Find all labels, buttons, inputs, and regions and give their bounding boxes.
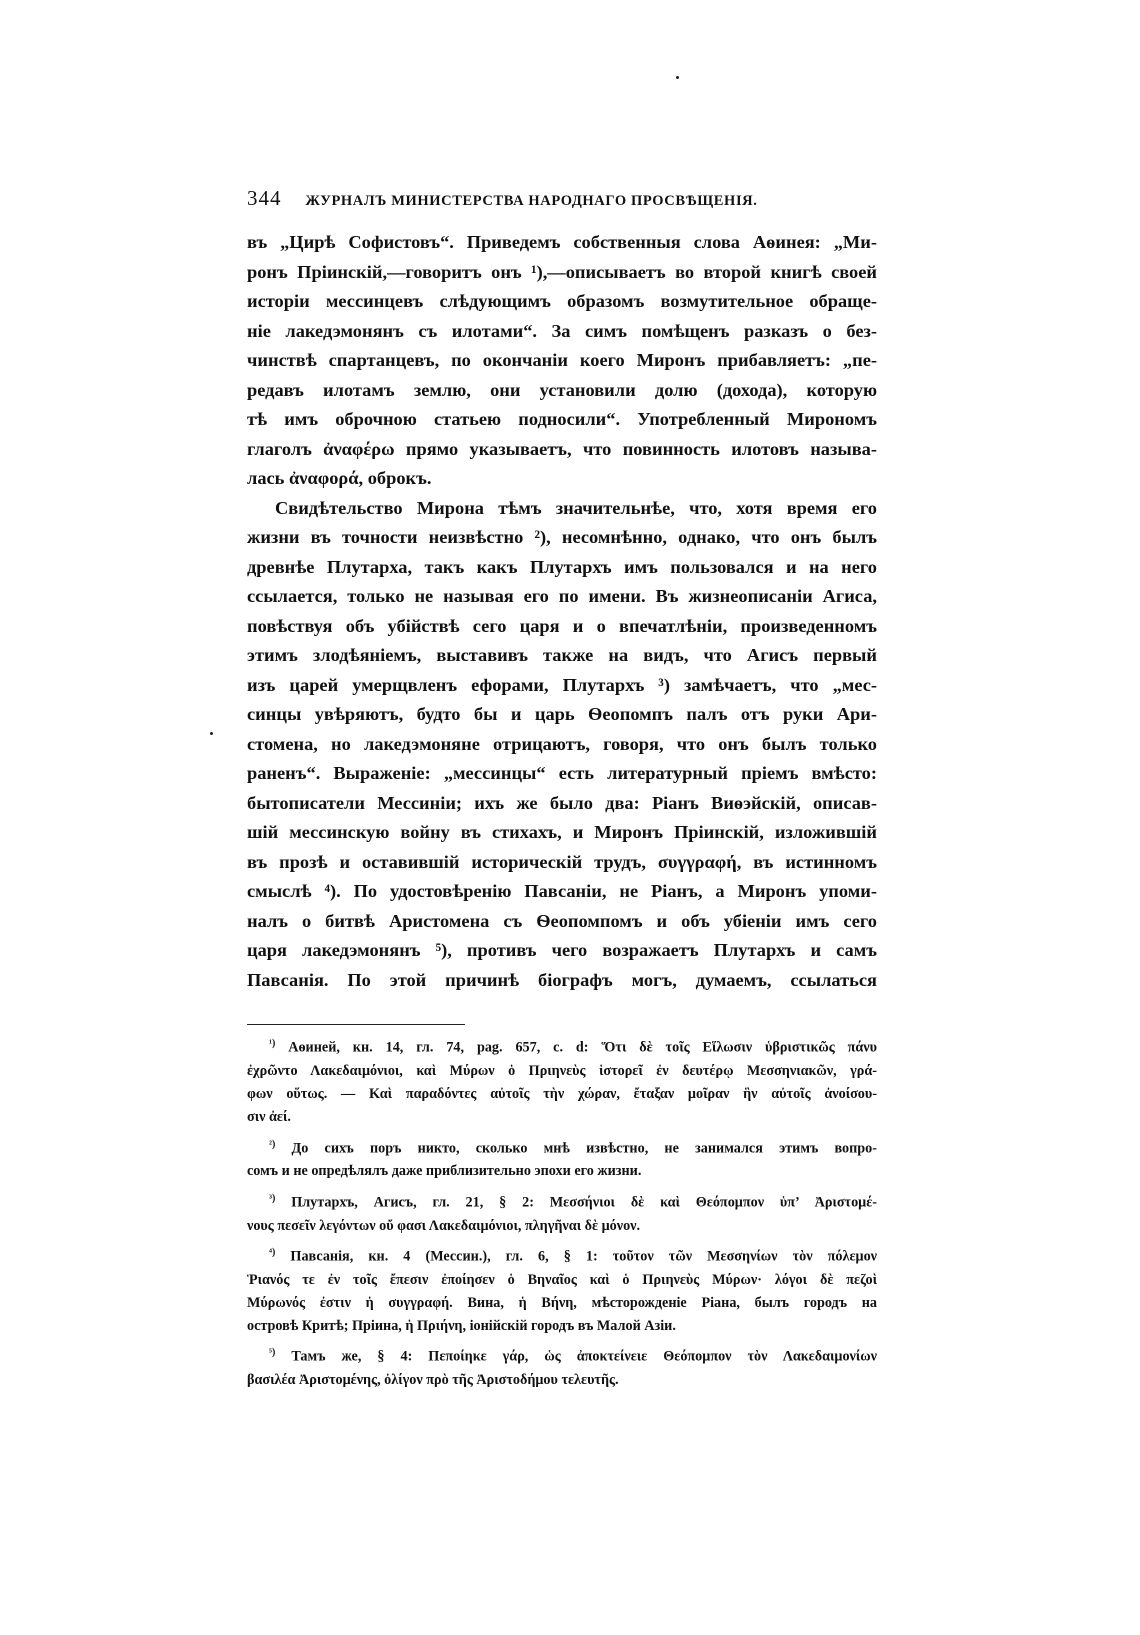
text-line: царя лакедэмонянъ ⁵), противъ чего возражаетъ Плутархъ и самъ <box>247 940 877 960</box>
footnote-line: φων οὕτως. — Καὶ παραδόντες αὐτοῖς τὴν χώραν, ἔταξαν μοῖραν ἣν αὐτοῖς ἀνοίσου- <box>247 1086 877 1103</box>
footnote-line: Ῥιανός τε ἐν τοῖς ἔπεσιν ἐποίησεν ὁ Βηναῖος καὶ ὁ Πριηνεὺς Μύρων· λόγοι δὲ πεζοὶ <box>247 1271 877 1288</box>
footnote-line: βασιλέα Ἀριστομένης, ὀλίγον πρὸ τῆς Ἀριστοδήμου τελευτῆς. <box>247 1372 619 1389</box>
text-line: глаголъ ἀναφέρω прямо указываетъ, что повинность илотовъ называ- <box>247 438 877 459</box>
text-line: стомена, но лакедэмоняне отрицаютъ, говоря, что онъ былъ только <box>247 733 877 754</box>
text-line: повѣствуя объ убійствѣ сего царя и о впечатлѣніи, произведенномъ <box>247 615 877 636</box>
footnote-text: Павсанія, кн. 4 (Мессин.), гл. 6, § 1: τοῦτον τῶν Μεσσηνίων τὸν πόλεμον <box>290 1248 878 1265</box>
footnote-line: ἐχρῶντο Λακεδαιμόνιοι, καὶ Μύρων ὁ Πριηνεὺς ἱστορεῖ ἐν δευτέρῳ Μεσσηνιακῶν, γρά- <box>247 1062 877 1079</box>
text-line: ссылается, только не называя его по имени. Въ жизнеописаніи Агиса, <box>247 586 877 606</box>
text-line: лась ἀναφορά, оброкъ. <box>247 468 432 488</box>
footnote-mark: ⁵) <box>269 1347 276 1359</box>
footnote-3 <box>247 1187 877 1238</box>
text-line: Свидѣтельство Мирона тѣмъ значительнѣе, что, хотя время его <box>275 497 877 518</box>
main-text <box>247 228 877 995</box>
text-line: Павсанія. По этой причинѣ біографъ могъ, думаемъ, ссылаться <box>247 969 877 990</box>
text-line: ніе лакедэмонянъ съ илотами“. За симъ помѣщенъ разказъ о без- <box>247 320 877 341</box>
footnote-line <box>247 1187 877 1215</box>
footnote-text: Тамъ же, § 4: Πεποίηκε γάρ, ὡς ἀποκτείνειε Θεόπομπον τὸν Λακεδαιμονίων <box>291 1349 877 1366</box>
text-line: чинствѣ спартанцевъ, по окончаніи коего Миронъ прибавляетъ: „пе- <box>247 350 877 370</box>
footnote-line: сомъ и не опредѣлялъ даже приблизительно эпохи его жизни. <box>247 1163 642 1180</box>
footnote-5 <box>247 1341 877 1392</box>
journal-title: ЖУРНАЛЪ МИНИСТЕРСТВА НАРОДНАГО ПРОСВѢЩЕНІЯ. <box>305 193 758 209</box>
text-line: древнѣе Плутарха, такъ какъ Плутархъ имъ пользовался и на него <box>247 556 877 577</box>
text-line: синцы увѣряютъ, будто бы и царь Ѳеопомпъ палъ отъ руки Ари- <box>247 704 877 724</box>
text-line: этимъ злодѣяніемъ, выставивъ также на видъ, что Агисъ первый <box>247 645 877 665</box>
text-line: бытописатели Мессиніи; ихъ же было два: Ріанъ Виѳэйскій, описав- <box>247 792 877 813</box>
footnote-1 <box>247 1032 877 1130</box>
footnote-text: Плутархъ, Агисъ, гл. 21, § 2: Μεσσήνιοι δὲ καὶ Θεόπομπον ὑπ’ Ἀριστομέ- <box>291 1194 877 1211</box>
text-line: жизни въ точности неизвѣстно ²), несомнѣнно, однако, что онъ былъ <box>247 527 877 547</box>
text-line: исторіи мессинцевъ слѣдующимъ образомъ возмутительное обраще- <box>247 291 877 311</box>
footnote-mark: ¹) <box>269 1038 276 1049</box>
footnote-mark: ³) <box>269 1192 276 1204</box>
footnote-2 <box>247 1133 877 1184</box>
footnote-line <box>247 1241 877 1269</box>
footnote-line: νους πεσεῖν λεγόντων οὔ φασι Λακεδαιμόνιοι, πληγῆναι δὲ μόνον. <box>247 1217 641 1234</box>
footnote-mark: ⁴) <box>269 1246 276 1258</box>
page-number: 344 <box>247 186 282 210</box>
footnote-mark: ²) <box>269 1138 276 1150</box>
text-line: изъ царей умерщвленъ ефорами, Плутархъ ³) замѣчаетъ, что „мес- <box>247 674 877 695</box>
footnote-4 <box>247 1241 877 1339</box>
footnote-line <box>247 1032 877 1060</box>
text-line: шій мессинскую войну въ стихахъ, и Миронъ Пріинскій, изложившій <box>247 822 877 842</box>
text-line: въ прозѣ и оставившій историческій трудъ, συγγραφή, въ истинномъ <box>247 851 877 872</box>
scan-speck <box>676 76 679 79</box>
footnote-text: До сихъ поръ никто, сколько мнѣ извѣстно, не занимался этимъ вопро- <box>291 1140 877 1157</box>
footnote-text: Аѳиней, кн. 14, гл. 74, pag. 657, c. d: Ὅτι δὲ τοῖς Εἵλωσιν ὑβριστικῶς πάνυ <box>288 1039 878 1056</box>
text-line: редавъ илотамъ землю, они установили долю (дохода), которую <box>247 379 877 400</box>
footnote-line: Μύρωνός ἐστιν ἡ συγγραφή. Вина, ἡ Βήνη, мѣсторожденіе Ріана, былъ городъ на <box>247 1294 877 1311</box>
text-line: въ „Цирѣ Софистовъ“. Приведемъ собственныя слова Аѳинея: „Ми- <box>247 232 877 252</box>
footnote-line: σιν ἀεί. <box>247 1109 291 1126</box>
footnote-line <box>247 1133 877 1161</box>
scan-speck <box>210 732 213 735</box>
footnote-line <box>247 1341 877 1369</box>
footnote-line: островѣ Критѣ; Пріина, ἡ Πριήνη, іонійскій городъ въ Малой Азіи. <box>247 1318 676 1335</box>
paragraph-1 <box>247 228 877 494</box>
footnote-separator <box>247 1024 465 1025</box>
text-line: налъ о битвѣ Аристомена съ Ѳеопомпомъ и объ убіеніи имъ сего <box>247 910 877 931</box>
text-line: смыслѣ ⁴). По удостовѣренію Павсаніи, не Ріанъ, а Миронъ упоми- <box>247 881 877 901</box>
text-line: ронъ Пріинскій,—говоритъ онъ ¹),—описываетъ во второй книгѣ своей <box>247 261 877 282</box>
text-line: раненъ“. Выраженіе: „мессинцы“ есть литературный пріемъ вмѣсто: <box>247 763 877 783</box>
text-line: тѣ имъ оброчною статьею подносили“. Употребленный Мирономъ <box>247 409 877 429</box>
paragraph-2 <box>247 494 877 996</box>
footnotes <box>247 1032 877 1396</box>
running-header <box>247 186 877 211</box>
